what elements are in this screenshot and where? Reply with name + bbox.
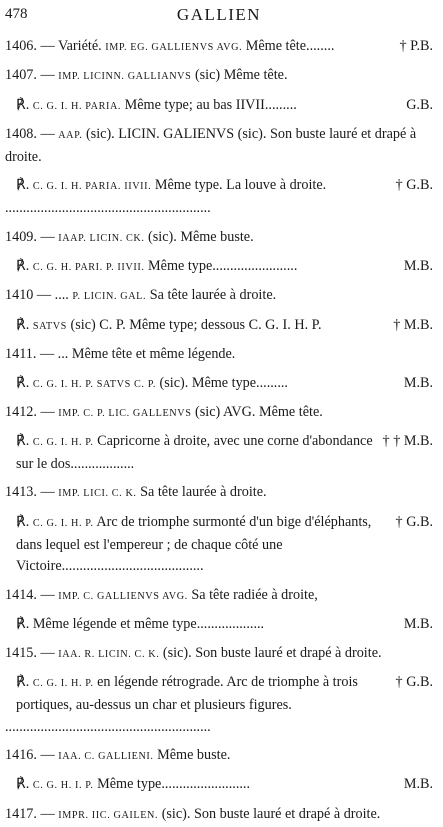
rarity-rating: G.B.	[406, 96, 433, 113]
entry-lead: ℟.	[16, 674, 30, 691]
rarity-rating: M.B.	[403, 616, 433, 633]
coin-legend: C. G. H. PARI. P. IIVII.	[32, 261, 145, 273]
rarity-rating: † G.B.	[395, 674, 433, 691]
reverse-entry	[5, 672, 433, 738]
coin-legend: IMP. LICINN. GALLIANVS	[58, 71, 192, 83]
rarity-rating: M.B.	[403, 776, 433, 793]
entry-lead: 1406. — Variété.	[5, 38, 102, 54]
obverse-entry	[5, 402, 433, 425]
coin-legend: IMPR. IIC. GAILEN.	[58, 809, 159, 821]
entry-lead: 1411. — ...	[5, 346, 69, 363]
entry-text: Même tête et même légende.	[71, 346, 236, 363]
entry-text: (sic) C. P. Même type; dessous C. G. I. H. P.	[70, 316, 322, 333]
obverse-entry	[5, 804, 433, 827]
entry-lead: ℟.	[16, 433, 30, 450]
entry-lead: 1416. —	[5, 747, 55, 763]
rarity-rating: † M.B.	[393, 316, 433, 333]
reverse-entry	[5, 774, 433, 797]
coin-legend: SATVS	[32, 320, 67, 332]
entry-lead: 1410 — ....	[5, 287, 69, 304]
reverse-entry	[5, 175, 433, 220]
entry-text: (sic). Même buste.	[148, 228, 254, 245]
leader-dots: ..........................................................	[5, 718, 211, 735]
coin-legend: C. G. I. H. P.	[32, 678, 94, 690]
entry-text: (sic). LICIN. GALIENVS (sic). Son buste lauré et drapé à droite.	[5, 126, 417, 165]
obverse-entry	[5, 285, 433, 308]
entry-text: Même tête........	[245, 38, 335, 54]
rarity-rating: † P.B.	[399, 38, 433, 54]
obverse-entry	[5, 585, 433, 608]
entry-text: Sa tête laurée à droite.	[140, 484, 267, 501]
entry-text: (sic) AVG. Même tête.	[195, 403, 323, 420]
leader-dots: ..........................................................	[5, 200, 211, 217]
reverse-entry	[5, 315, 433, 338]
obverse-entry	[5, 745, 433, 768]
entry-lead: ℟.	[16, 316, 30, 333]
entry-text: en légende rétrograde. Arc de triomphe à trois portiques, au-dessus un char et plusieurs figures.	[16, 674, 358, 713]
page-number: 478	[5, 6, 28, 22]
entry-text: (sic). Son buste lauré et drapé à droite.	[162, 644, 382, 661]
coin-legend: C. G. I. H. PARIA. IIVII.	[32, 181, 152, 193]
entry-lead: 1408. —	[5, 126, 55, 143]
entry-lead: 1409. —	[5, 228, 55, 245]
rarity-rating: † G.B.	[395, 513, 433, 530]
coin-legend: IMP. C. P. LIC. GALLENVS	[58, 407, 192, 419]
coin-legend: IMP. EG. GALLIENVS AVG.	[105, 42, 243, 53]
reverse-entry	[5, 512, 433, 578]
entry-lead: ℟.	[16, 616, 30, 633]
obverse-entry	[5, 124, 433, 169]
entry-text: Même légende et même type...................	[32, 616, 265, 633]
obverse-entry	[5, 482, 433, 505]
entry-lead: 1407. —	[5, 67, 55, 84]
reverse-entry	[5, 256, 433, 279]
reverse-entry	[5, 431, 433, 476]
entry-text: Même buste.	[157, 747, 231, 763]
entry-lead: ℟.	[16, 513, 30, 530]
coin-legend: C. G. I. H. P. SATVS C. P.	[32, 378, 156, 390]
rarity-rating: † † M.B.	[382, 433, 433, 450]
entry-lead: 1415. —	[5, 644, 55, 661]
page-header	[5, 4, 433, 36]
entry-lead: 1413. —	[5, 484, 55, 501]
entry-text: (sic). Même type.........	[159, 374, 288, 391]
reverse-entry	[5, 614, 433, 636]
entry-lead: ℟.	[16, 96, 30, 113]
entry-text: Même type; au bas IIVII.........	[124, 96, 297, 113]
coin-legend: C. G. H. I. P.	[32, 780, 94, 792]
rarity-rating: † G.B.	[395, 177, 433, 194]
entry-text: Même type.........................	[97, 776, 251, 793]
entry-text: (sic) Même tête.	[194, 67, 288, 84]
entry-text: Arc de triomphe surmonté d'un bige d'éléphants, dans lequel est l'empereur ; de chaque côté une Victoire........................................	[16, 513, 372, 575]
coin-legend: C. G. I. H. P.	[32, 437, 94, 449]
coin-legend: IAA. C. GALLIENI.	[58, 751, 154, 762]
coin-legend: P. LICIN. GAL.	[72, 291, 147, 303]
running-title: GALLIEN	[176, 5, 262, 24]
coin-legend: AAP.	[58, 130, 83, 142]
obverse-entry	[5, 36, 433, 59]
obverse-entry	[5, 344, 433, 366]
reverse-entry	[5, 373, 433, 396]
entry-text: Sa tête laurée à droite.	[149, 287, 277, 304]
rarity-rating: M.B.	[403, 374, 433, 391]
obverse-entry	[5, 643, 433, 666]
obverse-entry	[5, 227, 433, 250]
catalog-entries	[5, 36, 433, 827]
entry-lead: ℟.	[16, 177, 30, 194]
entry-text: Même type. La louve à droite.	[154, 177, 327, 194]
entry-lead: ℟.	[16, 776, 30, 793]
entry-text: (sic). Son buste lauré et drapé à droite.	[161, 805, 381, 822]
entry-lead: 1414. —	[5, 586, 55, 603]
coin-legend: IAAP. LICIN. CK.	[58, 232, 145, 244]
entry-lead: ℟.	[16, 257, 30, 274]
reverse-entry	[5, 95, 433, 118]
entry-text: Même type........................	[148, 257, 298, 274]
entry-text: Sa tête radiée à droite,	[191, 586, 318, 603]
obverse-entry	[5, 65, 433, 88]
entry-text: Capricorne à droite, avec une corne d'abondance sur le dos..................	[16, 433, 373, 473]
coin-legend: IMP. C. GALLIENVS AVG.	[58, 590, 188, 602]
coin-legend: IMP. LICI. C. K.	[58, 488, 137, 500]
entry-lead: 1412. —	[5, 403, 55, 420]
entry-lead: ℟.	[16, 374, 30, 391]
rarity-rating: M.B.	[403, 257, 433, 274]
coin-legend: C. G. I. H. PARIA.	[32, 100, 122, 112]
entry-lead: 1417. —	[5, 805, 55, 822]
coin-legend: C. G. I. H. P.	[32, 517, 94, 529]
coin-legend: IAA. R. LICIN. C. K.	[58, 648, 160, 660]
